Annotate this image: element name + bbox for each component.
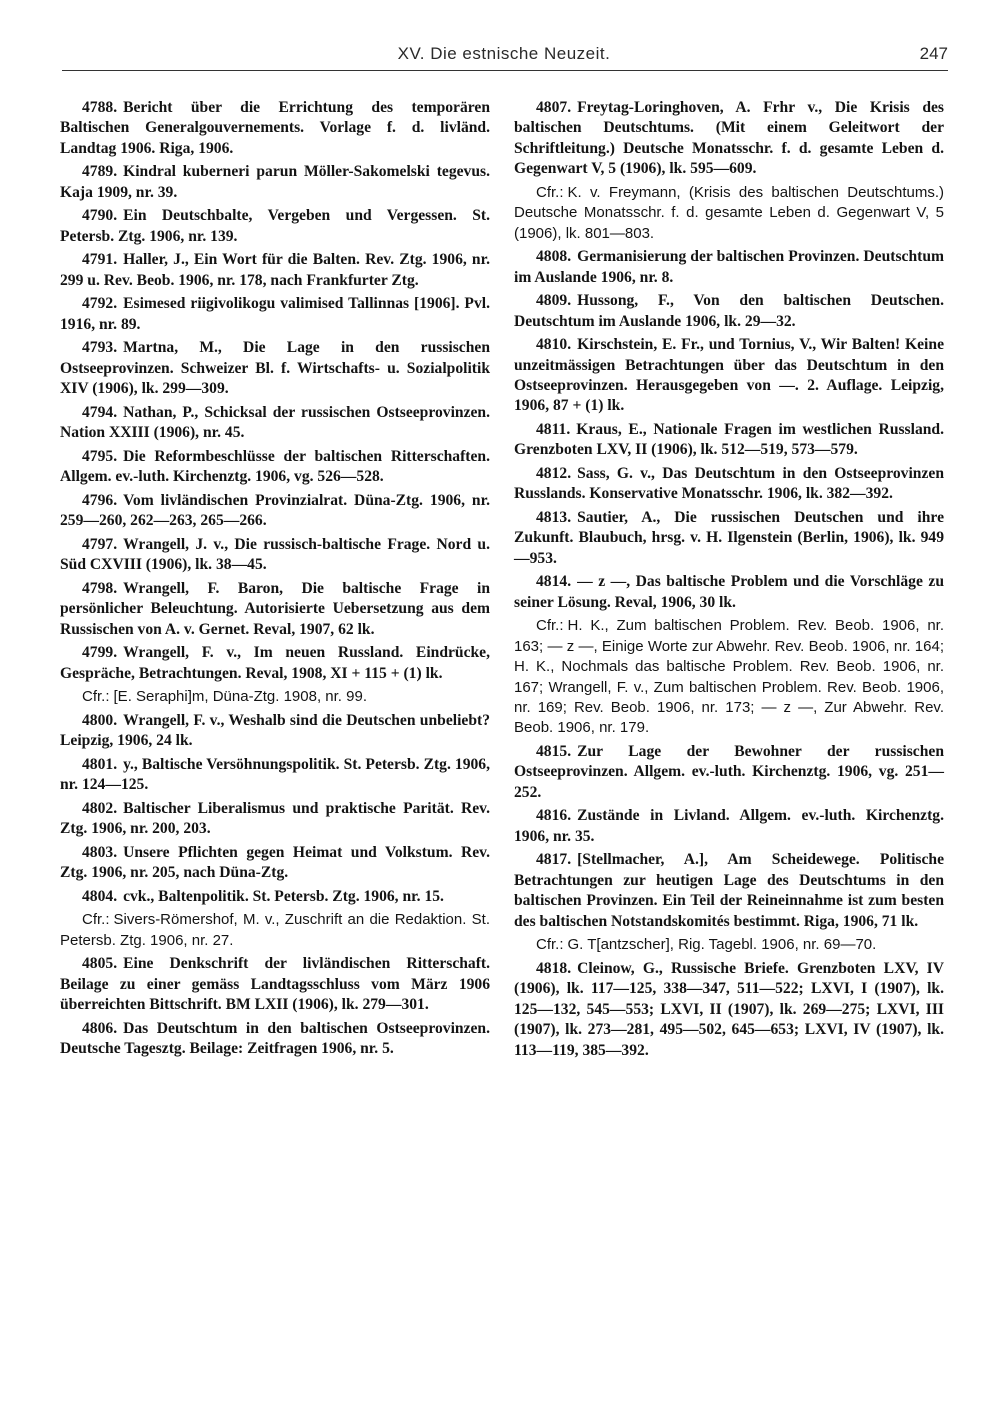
- entry-text: Sass, G. v., Das Deutschtum in den Ostseeprovinzen Russlands. Konservative Monatsschr. 1906, lk. 382—392.: [514, 465, 944, 503]
- entry-number: 4793.: [82, 339, 118, 357]
- entry-number: 4813.: [536, 509, 572, 527]
- header-rule: [62, 70, 948, 71]
- bibliography-entry: [60, 1019, 490, 1060]
- bibliography-entry: [60, 491, 490, 532]
- entry-text: Bericht über die Errichtung des temporären Baltischen Generalgouvernements. Vorlage f. d. livländ. Landtag 1906. Riga, 1906.: [60, 99, 490, 157]
- entry-number: 4814.: [536, 573, 572, 591]
- entry-text: Ein Deutschbalte, Vergeben und Vergessen. St. Petersb. Ztg. 1906, nr. 139.: [60, 207, 490, 245]
- entry-number: 4805.: [82, 955, 118, 973]
- entry-number: 4812.: [536, 465, 572, 483]
- entry-number: 4792.: [82, 295, 118, 313]
- entry-text: Kirschstein, E. Fr., und Tornius, V., Wir Balten! Keine unzeitmässigen Betrachtungen über das Deutschtum in den Ostseeprovinzen. Herausgegeben von —. 2. Auflage. Leipzig, 1906, 87 + (1) lk.: [514, 336, 944, 415]
- cfr-label: Cfr.:: [536, 183, 564, 201]
- entry-text: Esimesed riigivolikogu valimised Tallinnas [1906]. Pvl. 1916, nr. 89.: [60, 295, 490, 333]
- bibliography-entry: [514, 247, 944, 288]
- bibliography-entry: [514, 464, 944, 505]
- bibliography-entry: [514, 508, 944, 569]
- bibliography-entry: [60, 535, 490, 576]
- bibliography-entry: [60, 250, 490, 291]
- entry-text: [Stellmacher, A.], Am Scheidewege. Politische Betrachtungen zur heutigen Lage des Deutschtums in den baltischen Provinzen. Ein Teil der Reineinnahme ist zum besten des baltischen Notstandskomités bestimmt. Riga, 1906, 71 lk.: [514, 851, 944, 930]
- entry-number: 4803.: [82, 843, 118, 861]
- entry-number: 4811.: [536, 421, 571, 439]
- entry-text: Wrangell, F. v., Weshalb sind die Deutschen unbeliebt? Leipzig, 1906, 24 lk.: [60, 711, 490, 750]
- bibliography-entry: [60, 799, 490, 840]
- entry-number: 4818.: [536, 959, 572, 977]
- entry-number: 4807.: [536, 99, 572, 116]
- bibliography-entry: [60, 954, 490, 1015]
- bibliography-cfr-note: [60, 910, 490, 951]
- bibliography-cfr-note: [514, 935, 944, 955]
- bibliography-entry: [60, 98, 490, 159]
- cfr-label: Cfr.:: [82, 911, 110, 929]
- entry-number: 4795.: [82, 447, 118, 465]
- bibliography-entry: [60, 643, 490, 684]
- bibliography-entry: [60, 206, 490, 247]
- entry-text: Baltischer Liberalismus und praktische Parität. Rev. Ztg. 1906, nr. 200, 203.: [60, 799, 490, 838]
- entry-number: 4789.: [82, 163, 118, 181]
- entry-text: Zur Lage der Bewohner der russischen Ostseeprovinzen. Allgem. ev.-luth. Kirchenztg. 1906, vg. 251—252.: [514, 743, 944, 801]
- bibliography-entry: [60, 447, 490, 488]
- entry-number: 4794.: [82, 403, 118, 421]
- entry-text: Wrangell, F. Baron, Die baltische Frage in persönlicher Beleuchtung. Autorisierte Uebersetzung aus dem Russischen von A. v. Gernet. Reval, 1907, 62 lk.: [60, 579, 490, 638]
- bibliography-entry: [60, 579, 490, 640]
- bibliography-entry: [514, 291, 944, 332]
- bibliography-entry: [514, 806, 944, 847]
- entry-text: Zustände in Livland. Allgem. ev.-luth. Kirchenztg. 1906, nr. 35.: [514, 807, 944, 845]
- bibliography-entry: [60, 294, 490, 335]
- entry-number: 4790.: [82, 207, 118, 225]
- entry-text: Wrangell, F. v., Im neuen Russland. Eindrücke, Gespräche, Betrachtungen. Reval, 1908, XI + 115 + (1) lk.: [60, 644, 490, 682]
- entry-number: 4802.: [82, 799, 118, 817]
- bibliography-entry: [60, 843, 490, 884]
- entry-text: Die Reformbeschlüsse der baltischen Ritterschaften. Allgem. ev.-luth. Kirchenztg. 1906, vg. 526—528.: [60, 447, 490, 486]
- entry-number: 4796.: [82, 491, 118, 509]
- entry-number: 4810.: [536, 336, 572, 354]
- entry-number: 4815.: [536, 743, 572, 761]
- entry-number: 4804.: [82, 887, 118, 905]
- entry-text: Cleinow, G., Russische Briefe. Grenzboten LXV, IV (1906), lk. 117—125, 338—347, 511—522; LXVI, I (1907), lk. 125—132, 545—553; LXVI, II (1907), lk. 269—275; LXVI, III (1907), lk. 273—281, 495—502, 645—653; LXVI, IV (1907), lk. 113—119, 385—392.: [514, 959, 944, 1059]
- bibliography-entry: [514, 572, 944, 613]
- bibliography-entry: [514, 959, 944, 1061]
- entry-number: 4817.: [536, 851, 572, 869]
- bibliography-entry: [60, 755, 490, 796]
- bibliography-cfr-note: [514, 616, 944, 738]
- entry-number: 4801.: [82, 755, 118, 773]
- bibliography-entry: [60, 887, 490, 907]
- bibliography-entry: [514, 420, 944, 461]
- entry-text: y., Baltische Versöhnungspolitik. St. Petersb. Ztg. 1906, nr. 124—125.: [60, 755, 490, 794]
- bibliography-entry: [60, 403, 490, 444]
- entry-text: Unsere Pflichten gegen Heimat und Volkstum. Rev. Ztg. 1906, nr. 205, nach Düna-Ztg.: [60, 843, 490, 882]
- entry-text: Martna, M., Die Lage in den russischen Ostseeprovinzen. Schweizer Bl. f. Wirtschafts- u. Sozialpolitik XIV (1906), lk. 299—309.: [60, 339, 490, 398]
- entry-text: Kraus, E., Nationale Fragen im westlichen Russland. Grenzboten LXV, II (1906), lk. 512—519, 573—579.: [514, 421, 944, 459]
- entry-text: Sivers-Römershof, M. v., Zuschrift an die Redaktion. St. Petersb. Ztg. 1906, nr. 27.: [60, 911, 490, 949]
- entry-number: 4799.: [82, 644, 118, 662]
- entry-number: 4798.: [82, 579, 118, 597]
- entry-text: K. v. Freymann, (Krisis des baltischen Deutschtums.) Deutsche Monatsschr. f. d. gesamte Leben d. Gegenwart V, 5 (1906), lk. 801—803.: [514, 183, 944, 242]
- entry-number: 4806.: [82, 1019, 118, 1037]
- bibliography-cfr-note: [514, 183, 944, 244]
- entry-text: Nathan, P., Schicksal der russischen Ostseeprovinzen. Nation XXIII (1906), nr. 45.: [60, 403, 490, 442]
- entry-text: [E. Seraphi]m, Düna-Ztg. 1908, nr. 99.: [113, 688, 367, 706]
- bibliography-cfr-note: [60, 687, 490, 707]
- entry-number: 4797.: [82, 535, 118, 553]
- entry-text: Kindral kuberneri parun Möller-Sakomelski tegevus. Kaja 1909, nr. 39.: [60, 163, 490, 201]
- right-column: [514, 98, 944, 1064]
- running-title: XV. Die estnische Neuzeit.: [397, 44, 611, 63]
- entry-text: Hussong, F., Von den baltischen Deutschen. Deutschtum im Auslande 1906, lk. 29—32.: [514, 292, 944, 330]
- cfr-label: Cfr.:: [536, 936, 564, 954]
- entry-number: 4791.: [82, 251, 118, 269]
- bibliography-entry: [60, 338, 490, 399]
- bibliography-entry: [514, 850, 944, 932]
- entry-number: 4809.: [536, 292, 572, 310]
- cfr-label: Cfr.:: [82, 688, 110, 706]
- entry-number: 4808.: [536, 248, 572, 266]
- entry-text: — z —, Das baltische Problem und die Vorschläge zu seiner Lösung. Reval, 1906, 30 lk.: [514, 573, 944, 611]
- entry-text: Germanisierung der baltischen Provinzen. Deutschtum im Auslande 1906, nr. 8.: [514, 248, 944, 286]
- entry-text: Haller, J., Ein Wort für die Balten. Rev. Ztg. 1906, nr. 299 u. Rev. Beob. 1906, nr. 178, nach Frankfurter Ztg.: [60, 251, 490, 289]
- entry-text: Vom livländischen Provinzialrat. Düna-Ztg. 1906, nr. 259—260, 262—263, 265—266.: [60, 491, 490, 530]
- entry-text: cvk., Baltenpolitik. St. Petersb. Ztg. 1906, nr. 15.: [123, 887, 444, 905]
- entry-text: G. T[antzscher], Rig. Tagebl. 1906, nr. 69—70.: [567, 936, 877, 954]
- entry-text: Freytag-Loringhoven, A. Frhr v., Die Krisis des baltischen Deutschtums. (Mit einem Geleitwort der Schriftleitung.) Deutsche Monatsschr. f. d. gesamte Leben d. Gegenwart V, 5 (1906), lk. 595—609.: [514, 99, 944, 178]
- bibliography-entry: [514, 335, 944, 417]
- bibliography-entry: [514, 98, 944, 180]
- page-number: 247: [919, 44, 948, 63]
- bibliography-entry: [60, 711, 490, 752]
- entry-number: 4788.: [82, 99, 118, 116]
- entry-text: Eine Denkschrift der livländischen Ritterschaft. Beilage zu einer gemäss Landtagsschluss vom März 1906 überreichten Bittschrift. BM LXII (1906), lk. 279—301.: [60, 955, 490, 1014]
- entry-text: Sautier, A., Die russischen Deutschen und ihre Zukunft. Blaubuch, hrsg. v. H. Ilgenstein (Berlin, 1906), lk. 949—953.: [514, 509, 944, 567]
- bibliography-entry: [60, 162, 490, 203]
- entry-text: Wrangell, J. v., Die russisch-baltische Frage. Nord u. Süd CXVIII (1906), lk. 38—45.: [60, 535, 490, 574]
- entry-text: Das Deutschtum in den baltischen Ostseeprovinzen. Deutsche Tagesztg. Beilage: Zeitfragen 1906, nr. 5.: [60, 1019, 490, 1058]
- entry-number: 4800.: [82, 711, 118, 729]
- bibliography-entry: [514, 742, 944, 803]
- entry-text: H. K., Zum baltischen Problem. Rev. Beob. 1906, nr. 163; — z —, Einige Worte zur Abwehr. Rev. Beob. 1906, nr. 164; H. K., Nochmals das baltische Problem. Rev. Beob. 1906, nr. 167; Wrangell, F. v., Zum baltischen Problem. Rev. Beob. 1906, nr. 169; Rev. Beob. 1906, nr. 173; — z —, Zur Abwehr. Rev. Beob. 1906, nr. 179.: [514, 617, 944, 737]
- cfr-label: Cfr.:: [536, 617, 564, 635]
- left-column: [60, 98, 490, 1063]
- entry-number: 4816.: [536, 807, 572, 825]
